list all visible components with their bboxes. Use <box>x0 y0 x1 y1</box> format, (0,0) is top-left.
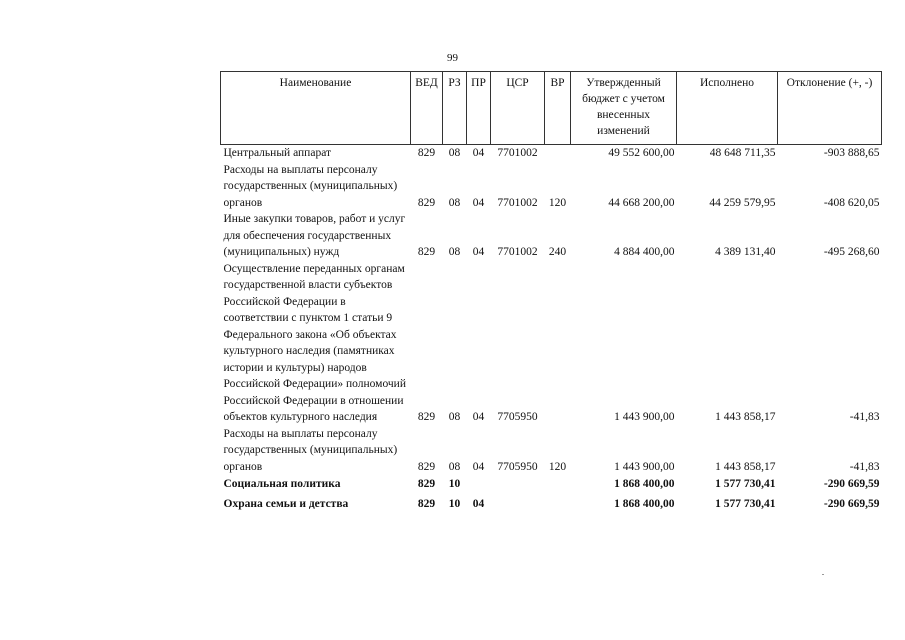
table-row-section <box>221 495 882 515</box>
row-name: Центральный аппарат <box>223 147 332 159</box>
row-csr: 7701002 <box>497 147 538 159</box>
row-pr: 04 <box>472 147 485 159</box>
row-csr: 7701002 <box>497 196 538 209</box>
row-rz: 08 <box>448 411 461 423</box>
row-approved: 4 884 400,00 <box>614 246 675 258</box>
row-deviation: -408 620,05 <box>823 196 880 209</box>
row-ved: 829 <box>417 147 436 159</box>
row-approved: 49 552 600,00 <box>608 147 675 159</box>
row-csr <box>491 495 545 515</box>
row-csr: 7705950 <box>497 460 538 473</box>
header-rz: РЗ <box>443 72 467 145</box>
row-name: Расходы на выплаты персоналу государственных (муниципальных) органов <box>223 427 398 473</box>
header-pr: ПР <box>467 72 491 145</box>
row-pr: 04 <box>472 246 485 258</box>
row-vr: 120 <box>548 460 567 473</box>
budget-execution-table <box>220 71 882 514</box>
header-vr: ВР <box>545 72 571 145</box>
table-row <box>221 162 882 212</box>
header-name: Наименование <box>221 72 411 145</box>
table-row <box>221 145 882 162</box>
row-ved: 829 <box>417 246 436 258</box>
row-ved: 829 <box>417 411 436 423</box>
row-rz: 10 <box>448 497 461 510</box>
row-vr: 240 <box>548 246 567 258</box>
row-rz: 08 <box>448 147 461 159</box>
page-number: 99 <box>447 52 458 64</box>
row-deviation: -903 888,65 <box>823 147 880 159</box>
row-csr <box>491 475 545 495</box>
row-name: Охрана семьи и детства <box>223 497 349 510</box>
row-deviation: -290 669,59 <box>823 497 880 510</box>
row-vr <box>545 475 571 495</box>
row-executed: 1 443 858,17 <box>715 411 776 423</box>
table-row <box>221 211 882 261</box>
row-approved: 1 443 900,00 <box>614 411 675 423</box>
row-ved: 829 <box>417 497 436 510</box>
row-ved: 829 <box>417 478 436 490</box>
row-pr: 04 <box>472 497 485 510</box>
row-executed: 48 648 711,35 <box>709 147 776 159</box>
row-deviation: -41,83 <box>849 411 880 423</box>
row-approved: 1 443 900,00 <box>614 460 675 473</box>
row-vr <box>545 261 571 426</box>
row-pr: 04 <box>472 460 485 473</box>
header-ved: ВЕД <box>411 72 443 145</box>
table-row-section <box>221 475 882 495</box>
row-name: Осуществление переданных органам государственной власти субъектов Российской Федерации в соответствии с пунктом 1 статьи 9 Федерального закона «Об объектах культурного наследия (памятниках истории и культуры) народов Российской Федерации» полномочий Российской Федерации в отношении объектов культурного наследия <box>223 262 406 423</box>
row-approved: 1 868 400,00 <box>614 478 675 490</box>
row-executed: 4 389 131,40 <box>715 246 776 258</box>
row-deviation: -495 268,60 <box>823 246 880 258</box>
row-csr: 7701002 <box>497 246 538 258</box>
scan-artifact <box>822 574 824 575</box>
row-rz: 10 <box>448 478 461 490</box>
header-csr: ЦСР <box>491 72 545 145</box>
row-vr: 120 <box>548 196 567 209</box>
row-pr: 04 <box>472 196 485 209</box>
row-executed: 1 443 858,17 <box>715 460 776 473</box>
row-pr: 04 <box>472 411 485 423</box>
header-deviation: Отклонение (+, -) <box>778 72 882 145</box>
row-csr: 7705950 <box>497 411 538 423</box>
row-vr <box>545 495 571 515</box>
row-executed: 44 259 579,95 <box>709 196 776 209</box>
table-row <box>221 261 882 426</box>
row-pr <box>467 475 491 495</box>
row-rz: 08 <box>448 460 461 473</box>
row-ved: 829 <box>417 460 436 473</box>
row-ved: 829 <box>417 196 436 209</box>
row-deviation: -41,83 <box>849 460 880 473</box>
row-approved: 44 668 200,00 <box>608 196 675 209</box>
row-name: Социальная политика <box>223 478 341 490</box>
row-name: Расходы на выплаты персоналу государственных (муниципальных) органов <box>223 163 398 209</box>
row-name: Иные закупки товаров, работ и услуг для обеспечения государственных (муниципальных) нужд <box>223 213 406 258</box>
row-executed: 1 577 730,41 <box>715 478 776 490</box>
table-row <box>221 426 882 476</box>
header-executed: Исполнено <box>677 72 778 145</box>
header-approved-budget: Утвержденный бюджет с учетом внесенных изменений <box>571 72 677 145</box>
row-deviation: -290 669,59 <box>823 478 880 490</box>
row-vr <box>545 145 571 162</box>
row-executed: 1 577 730,41 <box>715 497 776 510</box>
row-rz: 08 <box>448 196 461 209</box>
row-rz: 08 <box>448 246 461 258</box>
row-approved: 1 868 400,00 <box>614 497 675 510</box>
